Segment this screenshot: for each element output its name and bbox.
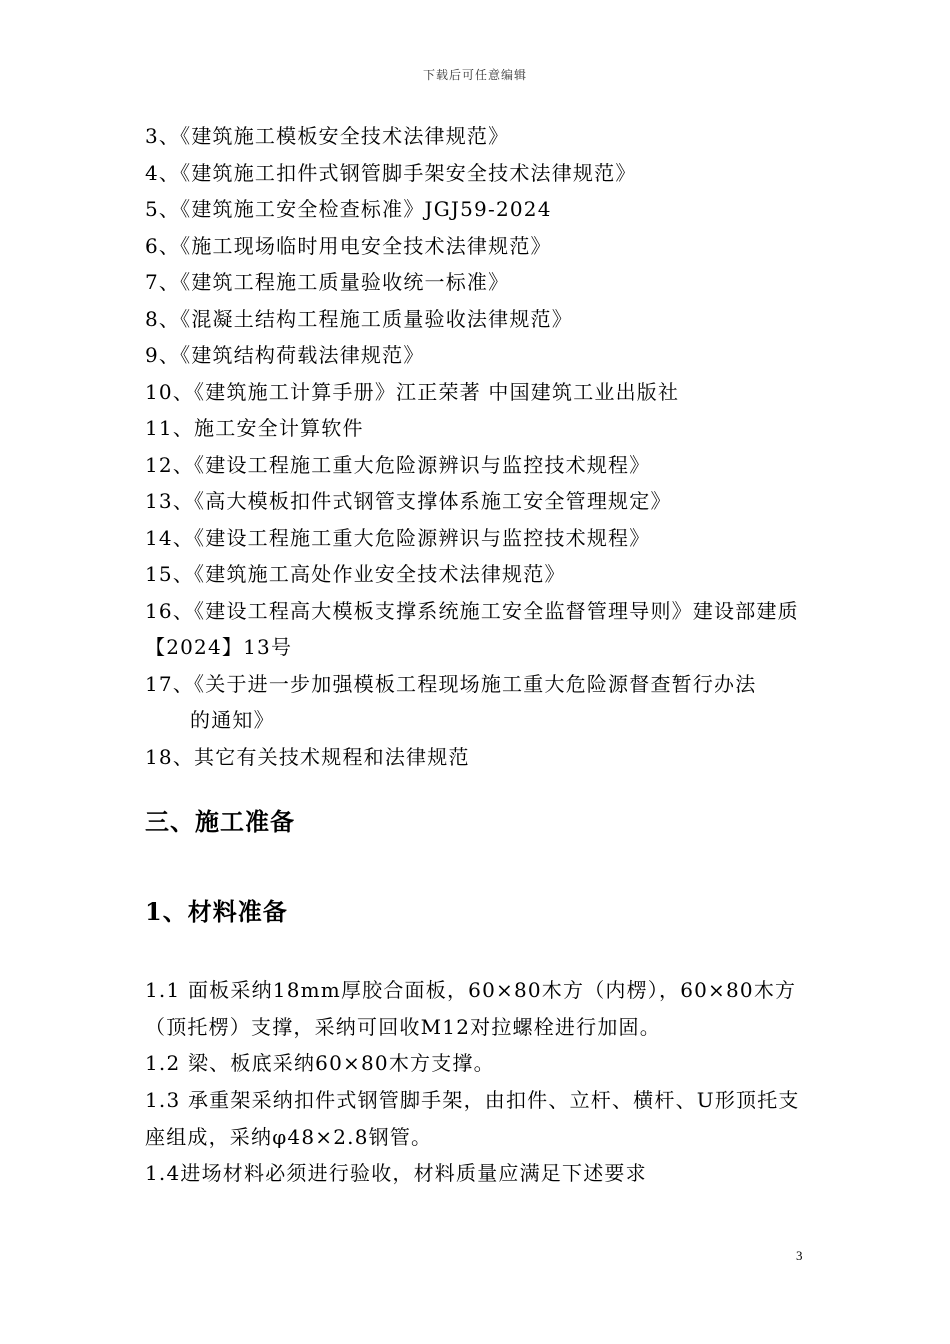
reference-item-text: 17、《关于进一步加强模板工程现场施工重大危险源督查暂行办法 [145,671,757,696]
reference-item: 4、《建筑施工扣件式钢管脚手架安全技术法律规范》 [145,160,637,185]
body-paragraph: 1.1 面板采纳18mm厚胶合面板，60×80木方（内楞），60×80木方（顶托楞）支撑，采纳可回收M12对拉螺栓进行加固。 [145,978,797,1039]
page-number: 3 [796,1248,803,1263]
reference-list [145,118,815,775]
reference-item: 13、《高大模板扣件式钢管支撑体系施工安全管理规定》 [145,489,672,513]
reference-item: 5、《建筑施工安全检查标准》JGJ59-2024 [145,197,552,221]
reference-item: 16、《建设工程高大模板支撑系统施工安全监督管理导则》建设部建质【2024】13号 [145,598,799,659]
reference-item: 15、《建筑施工高处作业安全技术法律规范》 [145,562,566,586]
reference-item: 14、《建设工程施工重大危险源辨识与监控技术规程》 [145,525,651,550]
body-paragraph: 1.3 承重架采纳扣件式钢管脚手架，由扣件、立杆、横杆、U形顶托支座组成，采纳φ48×2.8钢管。 [145,1088,800,1149]
reference-item: 11、施工安全计算软件 [145,416,364,440]
reference-item: 9、《建筑结构荷载法律规范》 [145,343,425,367]
page-header-note: 下载后可任意编辑 [422,68,527,82]
reference-item: 12、《建设工程施工重大危险源辨识与监控技术规程》 [145,452,651,477]
reference-item [145,666,815,739]
reference-item: 6、《施工现场临时用电安全技术法律规范》 [145,233,552,258]
reference-item: 10、《建筑施工计算手册》江正荣著 中国建筑工业出版社 [145,379,680,404]
reference-item: 18、其它有关技术规程和法律规范 [145,744,470,769]
reference-item: 3、《建筑施工模板安全技术法律规范》 [145,124,510,148]
subsection-heading: 1、材料准备 [145,897,288,926]
reference-item: 8、《混凝土结构工程施工质量验收法律规范》 [145,306,573,331]
section-heading: 三、施工准备 [145,807,295,836]
reference-item-continuation: 的通知》 [190,708,275,732]
reference-item: 7、《建筑工程施工质量验收统一标准》 [145,270,510,294]
body-paragraph: 1.2 梁、板底采纳60×80木方支撑。 [145,1051,495,1075]
body-paragraph: 1.4进场材料必须进行验收，材料质量应满足下述要求 [145,1161,647,1185]
